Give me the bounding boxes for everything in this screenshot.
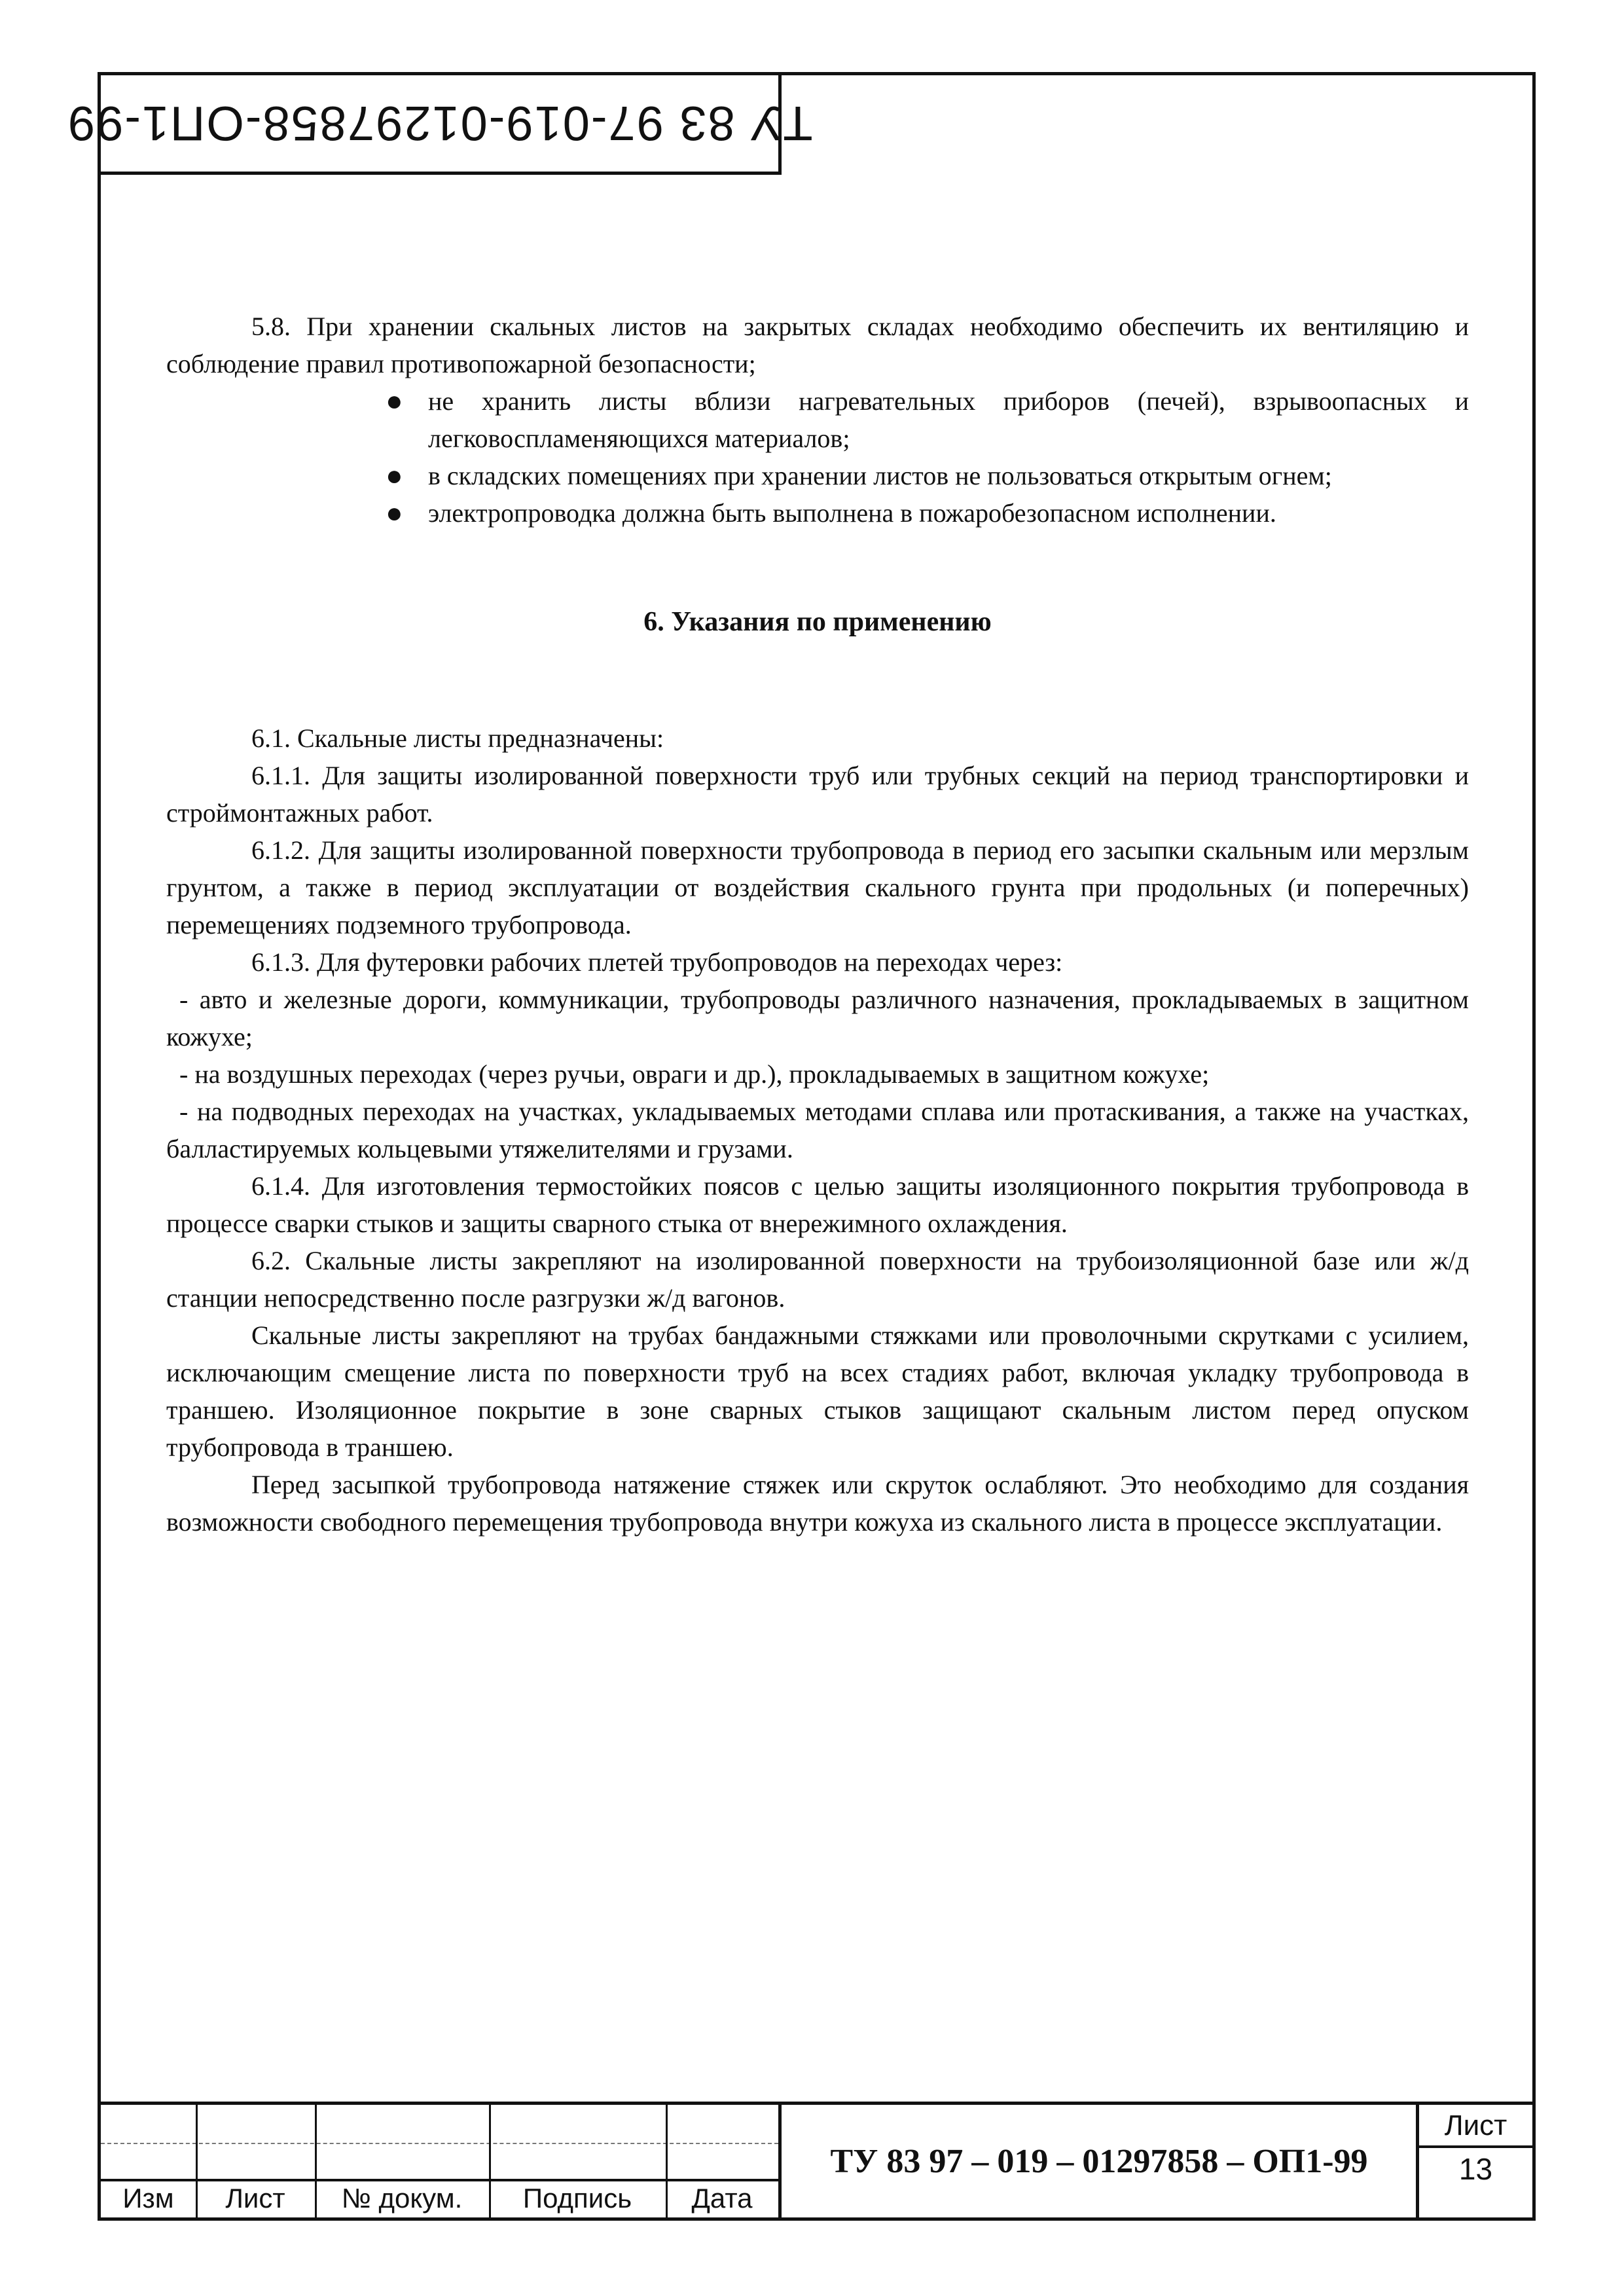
column-label-izm: Изм — [122, 2183, 174, 2214]
dash-item-roads: - авто и железные дороги, коммуникации, трубопроводы различного назначения, прокладываемых в защитном кожухе; — [166, 985, 1469, 1051]
section-5-8-intro: 5.8. При хранении скальных листов на закрытых складах необходимо обеспечить их вентиляцию и соблюдение правил противопожарной безопасности; — [166, 312, 1469, 378]
list-item: ● электропроводка должна быть выполнена в пожаробезопасном исполнении. — [386, 497, 1276, 529]
paragraph-6-1-1: 6.1.1. Для защиты изолированной поверхности труб или трубных секций на период транспортировки и строймонтажных работ. — [166, 761, 1469, 828]
paragraph-6-1-2: 6.1.2. Для защиты изолированной поверхности трубопровода в период его засыпки скальным или мерзлым грунтом, а также в период эксплуатации от воздействия скального грунта при продольных (и поперечных) перемещениях подземного трубопровода. — [166, 835, 1469, 939]
list-item: ● в складских помещениях при хранении листов не пользоваться открытым огнем; — [386, 460, 1332, 492]
bullet-icon: ● — [386, 497, 403, 529]
paragraph-6-2: 6.2. Скальные листы закрепляют на изолированной поверхности на трубоизоляционной базе или ж/д станции непосредственно после разгрузки ж/д вагонов. — [166, 1246, 1469, 1313]
sheet-cell — [1416, 2105, 1532, 2217]
paragraph-6-1-3: 6.1.3. Для футеровки рабочих плетей трубопроводов на переходах через: — [251, 947, 1063, 977]
paragraph-6-1: 6.1. Скальные листы предназначены: — [251, 723, 664, 753]
page-frame — [66, 72, 1536, 2221]
paragraph-6-1-4: 6.1.4. Для изготовления термостойких поясов с целью защиты изоляционного покрытия трубопровода в процессе сварки стыков и защиты сварного стыка от внережимного охлаждения. — [166, 1171, 1469, 1238]
title-block — [101, 2102, 1532, 2217]
dash-item-underwater-crossings: - на подводных переходах на участках, укладываемых методами сплава или протаскивания, а также на участках, балластируемых кольцевыми утяжелителями и грузами. — [166, 1097, 1469, 1163]
column-label-date: Дата — [691, 2183, 753, 2214]
paragraph-fastening: Скальные листы закрепляют на трубах бандажными стяжками или проволочными скрутками с усилием, исключающим смещение листа по поверхности труб на всех стадиях работ, включая укладку трубопровода в траншею. Изоляционное покрытие в зоне сварных стыков защищают скальным листом перед опуском трубопровода в траншею. — [166, 1321, 1469, 1462]
sheet-number: 13 — [1458, 2152, 1493, 2186]
document-body — [166, 308, 1469, 1540]
bullet-icon: ● — [386, 385, 403, 417]
top-stamp — [66, 75, 813, 175]
column-label-signature: Подпись — [522, 2183, 632, 2214]
dash-item-air-crossings: - на воздушных переходах (через ручьи, овраги и др.), прокладываемых в защитном кожухе; — [179, 1059, 1210, 1089]
document-designation: ТУ 83 97 – 019 – 01297858 – ОП1-99 — [830, 2142, 1368, 2180]
column-label-list: Лист — [225, 2183, 285, 2214]
sheet-label: Лист — [1419, 2105, 1532, 2148]
paragraph-backfill: Перед засыпкой трубопровода натяжение стяжек или скруток ослабляют. Это необходимо для создания возможности свободного перемещения трубопровода внутри кожуха из скального листа в процессе эксплуатации. — [166, 1470, 1469, 1537]
list-item: ● не хранить листы вблизи нагревательных приборов (печей), взрывоопасных и легковоспламеняющихся материалов; — [386, 385, 1469, 453]
section-6-heading: 6. Указания по применению — [643, 607, 992, 637]
stamp-text: ТУ 83 97-019-01297858-ОП1-99 — [66, 96, 813, 151]
bullet-icon: ● — [386, 460, 403, 492]
column-label-doc-number: № докум. — [341, 2183, 463, 2214]
revision-grid — [101, 2105, 782, 2217]
section-5-8-bullets — [166, 382, 1469, 532]
